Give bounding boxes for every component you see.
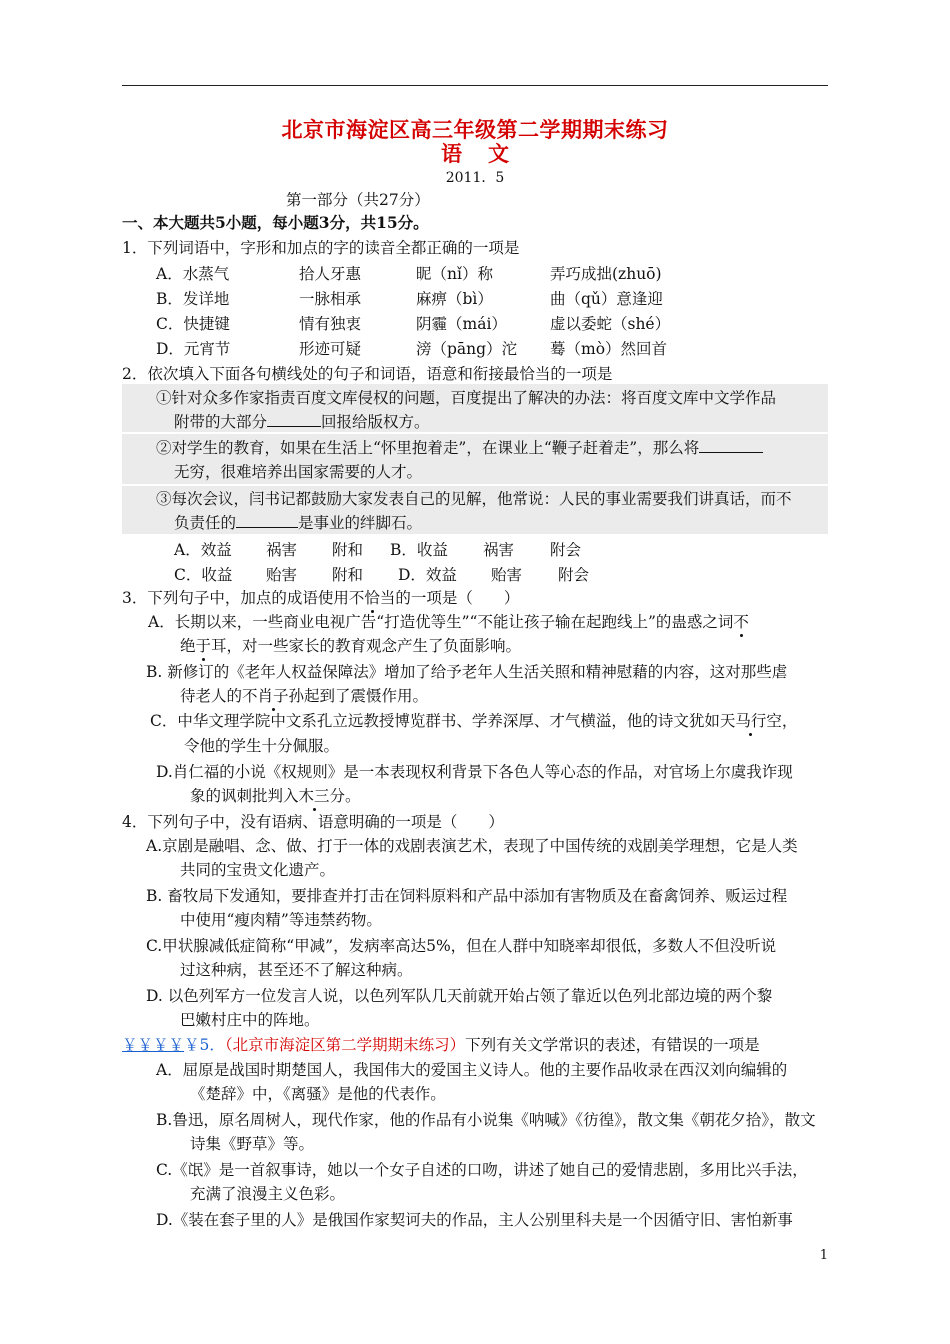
q5-a-line1: A．屈原是战国时期楚国人，我国伟大的爱国主义诗人。他的主要作品收录在西汉刘向编辑的 bbox=[156, 1061, 788, 1079]
q5-c-line2: 充满了浪漫主义色彩。 bbox=[190, 1185, 346, 1203]
q1-a-2: 拾人牙惠 bbox=[299, 265, 362, 283]
q5-stem: ￥￥￥￥￥5．（北京市海淀区第二学期期末练习）下列有关文学常识的表述，有错误的一项是 bbox=[122, 1036, 760, 1054]
q3-c-line2: 令他的学生十分佩服。 bbox=[184, 737, 340, 755]
q2-opt-c-3: 附和 bbox=[332, 566, 364, 584]
q4-b-line1: B. 畜牧局下发通知，要排查并打击在饲料原料和产品中添加有害物质及在畜禽饲养、贩运过程 bbox=[146, 887, 788, 905]
q2-opt-a-3: 附和 bbox=[332, 541, 364, 559]
q2-blank-3 bbox=[236, 513, 298, 528]
page-number: 1 bbox=[819, 1248, 828, 1263]
q1-d-2: 形迹可疑 bbox=[299, 340, 362, 358]
q5-c-line1: C.《氓》是一首叙事诗，她以一个女子自述的口吻，讲述了她自己的爱情悲剧，多用比兴手法， bbox=[156, 1161, 808, 1179]
q3-stem: 3．下列句子中，加点的成语使用不恰当的一项是（ ） bbox=[122, 589, 520, 607]
q1-d-3: 滂（pāng）沱 bbox=[416, 340, 518, 358]
q5-a-line2: 《楚辞》中，《离骚》是他的代表作。 bbox=[190, 1085, 446, 1103]
q2-opt-c-1: C．收益 bbox=[174, 566, 233, 584]
q2-opt-a-1: A．效益 bbox=[174, 541, 232, 559]
q1-b-3: 麻痹（bì） bbox=[416, 290, 493, 308]
q5-b-line2: 诗集《野草》等。 bbox=[190, 1135, 315, 1153]
q3-b-line1: B. 新修订的《老年人权益保障法》增加了给予老年人生活关照和精神慰藉的内容，这对那些虐 bbox=[146, 663, 788, 681]
q5-source: （北京市海淀区第二学期期末练习） bbox=[224, 1036, 466, 1054]
q4-a-line1: A.京剧是融唱、念、做、打于一体的戏剧表演艺术，表现了中国传统的戏剧美学理想，它是人类 bbox=[146, 837, 798, 855]
q2-opt-c-2: 贻害 bbox=[266, 566, 298, 584]
q1-c-1: C．快捷键 bbox=[156, 315, 230, 333]
q2-s3-line2: 负责任的 是事业的绊脚石。 bbox=[174, 514, 423, 532]
q2-opt-d-3: 附会 bbox=[558, 566, 590, 584]
q5-d-line1: D.《装在套子里的人》是俄国作家契诃夫的作品，主人公别里科夫是一个因循守旧、害怕新事 bbox=[156, 1211, 793, 1229]
q4-d-line1: D. 以色列军方一位发言人说，以色列军队几天前就开始占领了靠近以色列北部边境的两个黎 bbox=[146, 987, 773, 1005]
q1-c-4: 虚以委蛇（shé） bbox=[550, 315, 671, 333]
q2-opt-a-2: 祸害 bbox=[266, 541, 298, 559]
q2-blank-1 bbox=[267, 412, 321, 427]
q4-c-line2: 过这种病，甚至还不了解这种病。 bbox=[180, 961, 413, 979]
q3-c-line1: C．中华文理学院中文系孔立远教授博览群书、学养深厚、才气横溢，他的诗文犹如天马行空， bbox=[150, 712, 798, 730]
q2-s3-line1: ③每次会议，闫书记都鼓励大家发表自己的见解，他常说：人民的事业需要我们讲真话，而不 bbox=[156, 490, 792, 508]
q1-b-4: 曲（qǔ）意逢迎 bbox=[550, 290, 663, 308]
q3-d-line1: D.肖仁福的小说《权规则》是一本表现权利背景下各色人等心态的作品，对官场上尔虞我诈现 bbox=[156, 763, 793, 781]
q2-opt-d-2: 贻害 bbox=[491, 566, 523, 584]
q2-s1-line1: ①针对众多作家指责百度文库侵权的问题，百度提出了解决的办法：将百度文库中文学作品 bbox=[156, 389, 777, 407]
q3-b-line2: 待老人的不肖子孙起到了震慑作用。 bbox=[180, 687, 429, 705]
header-rule bbox=[122, 85, 828, 86]
exam-title: 北京市海淀区高三年级第二学期期末练习 bbox=[281, 117, 669, 142]
q2-stem: 2．依次填入下面各句横线处的句子和词语，语意和衔接最恰当的一项是 bbox=[122, 365, 613, 383]
q2-opt-b-1: B．收益 bbox=[390, 541, 448, 559]
q4-stem: 4．下列句子中，没有语病、语意明确的一项是（ ） bbox=[122, 813, 504, 831]
q1-b-1: B．发详地 bbox=[156, 290, 230, 308]
q4-c-line1: C.甲状腺减低症简称“甲减”，发病率高达5%，但在人群中知晓率却很低，多数人不但没听说 bbox=[146, 937, 777, 955]
q4-b-line2: 中使用“瘦肉精”等违禁药物。 bbox=[180, 911, 382, 929]
q2-opt-d-1: D．效益 bbox=[398, 566, 457, 584]
q1-c-2: 情有独衷 bbox=[299, 315, 362, 333]
q2-s2-line2: 无穷，很难培养出国家需要的人才。 bbox=[174, 463, 423, 481]
q5-prefix-link[interactable]: ￥￥￥￥ bbox=[122, 1036, 185, 1054]
q2-opt-b-2: 祸害 bbox=[483, 541, 515, 559]
exam-subject: 语文 bbox=[441, 141, 535, 166]
q2-s1-line2: 附带的大部分 回报给版权方。 bbox=[174, 413, 430, 431]
q1-d-4: 蓦（mò）然回首 bbox=[550, 340, 668, 358]
section-heading: 一、本大题共5小题，每小题3分，共15分。 bbox=[122, 213, 429, 232]
q2-blank-2 bbox=[699, 438, 763, 453]
q4-d-line2: 巴嫩村庄中的阵地。 bbox=[180, 1011, 320, 1029]
q1-d-1: D．元宵节 bbox=[156, 340, 231, 358]
part-heading: 第一部分（共27分） bbox=[286, 191, 430, 209]
q5-b-line1: B.鲁迅，原名周树人，现代作家，他的作品有小说集《呐喊》《彷徨》，散文集《朝花夕拾》，散文 bbox=[156, 1111, 816, 1129]
q3-d-line2: 象的讽刺批判入木三分。 bbox=[190, 787, 361, 805]
q1-c-3: 阴霾（mái） bbox=[416, 315, 507, 333]
q1-b-2: 一脉相承 bbox=[299, 290, 362, 308]
q1-a-4: 弄巧成拙(zhuō) bbox=[550, 265, 662, 283]
q2-opt-b-3: 附会 bbox=[550, 541, 582, 559]
q1-a-1: A．水蒸气 bbox=[156, 265, 230, 283]
q4-a-line2: 共同的宝贵文化遗产。 bbox=[180, 861, 336, 879]
q1-a-3: 昵（nǐ）称 bbox=[416, 265, 493, 283]
exam-date: 2011．5 bbox=[445, 170, 505, 186]
q3-a-line2: 绝于耳，对一些家长的教育观念产生了负面影响。 bbox=[180, 637, 522, 655]
q1-stem: 1．下列词语中，字形和加点的字的读音全都正确的一项是 bbox=[122, 239, 520, 257]
q3-a-line1: A．长期以来，一些商业电视广告“打造优等生”“不能让孩子输在起跑线上”的蛊惑之词不 bbox=[148, 613, 749, 631]
q2-s2-line1: ②对学生的教育，如果在生活上“怀里抱着走”，在课业上“鞭子赶着走”，那么将 bbox=[156, 438, 763, 458]
